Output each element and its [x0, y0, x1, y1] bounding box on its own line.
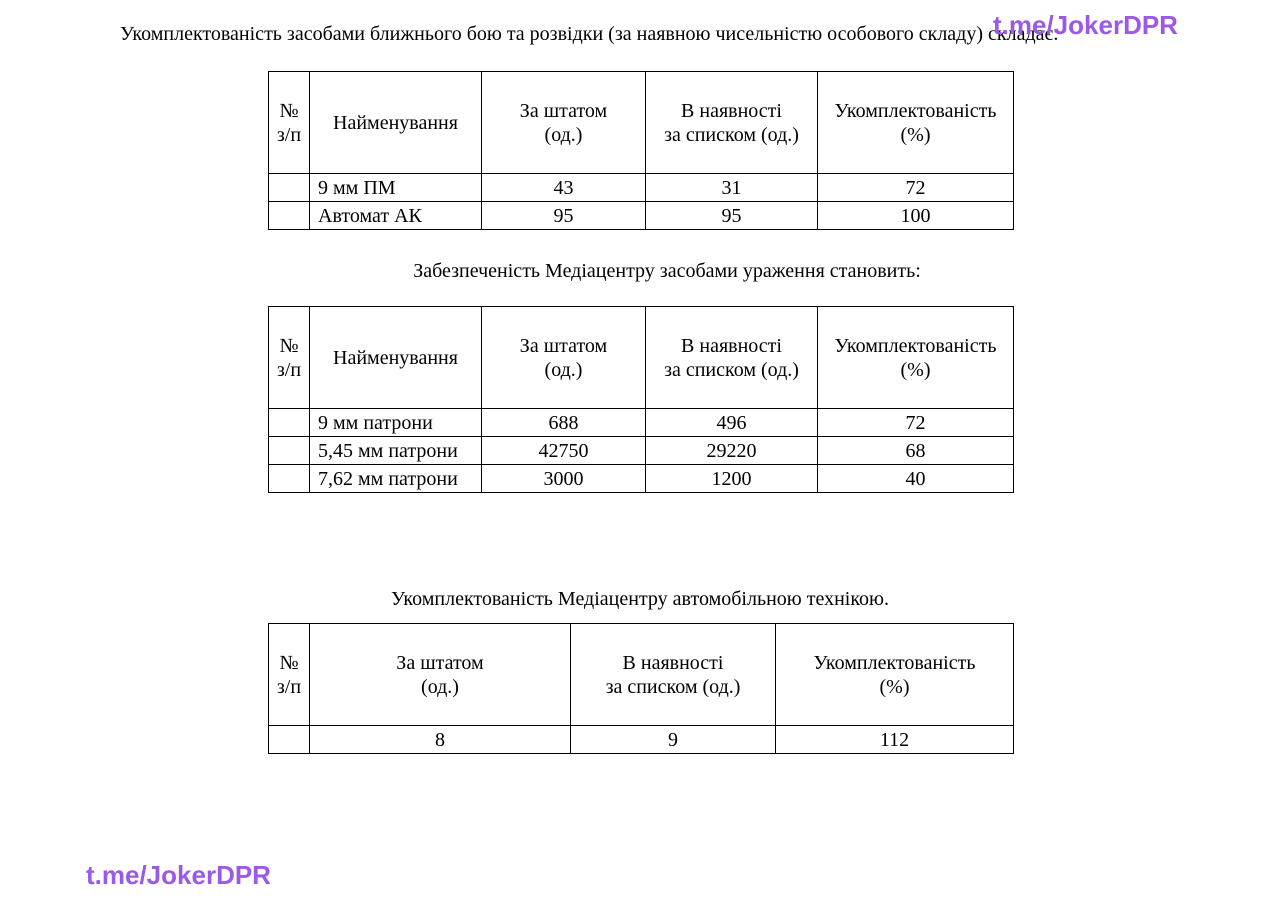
header-percent: Укомплектованість (%)	[818, 72, 1014, 174]
table-vehicles	[268, 623, 1014, 754]
table-row	[269, 465, 1014, 493]
table-row	[269, 437, 1014, 465]
cell-available: 29220	[646, 437, 818, 465]
table-row	[269, 409, 1014, 437]
watermark-top: t.me/JokerDPR	[993, 10, 1178, 40]
cell-percent: 40	[818, 465, 1014, 493]
header-number: № з/п	[269, 72, 310, 174]
table-ammunition	[268, 306, 1014, 493]
table-row	[269, 726, 1014, 754]
header-staff: За штатом (од.)	[482, 72, 646, 174]
section-2-caption: Забезпеченість Медіацентру засобами ураження становить:	[413, 260, 921, 282]
header-available: В наявності за списком (од.)	[571, 624, 776, 726]
watermark-bottom: t.me/JokerDPR	[86, 860, 271, 890]
cell-percent: 100	[818, 202, 1014, 230]
cell-available: 496	[646, 409, 818, 437]
section-1-caption: Укомплектованість засобами ближнього бою та розвідки (за наявною чисельністю особового складу) складає:	[120, 23, 1059, 45]
header-number: № з/п	[269, 624, 310, 726]
cell-number	[269, 202, 310, 230]
cell-percent: 68	[818, 437, 1014, 465]
cell-available: 31	[646, 174, 818, 202]
header-name: Найменування	[310, 307, 482, 409]
header-available: В наявності за списком (од.)	[646, 307, 818, 409]
cell-name: 9 мм ПМ	[310, 174, 482, 202]
cell-percent: 112	[776, 726, 1014, 754]
header-staff: За штатом (од.)	[482, 307, 646, 409]
cell-number	[269, 437, 310, 465]
header-name: Найменування	[310, 72, 482, 174]
table-row	[269, 202, 1014, 230]
cell-staff: 3000	[482, 465, 646, 493]
cell-number	[269, 409, 310, 437]
header-staff: За штатом (од.)	[310, 624, 571, 726]
table-row	[269, 174, 1014, 202]
cell-staff: 8	[310, 726, 571, 754]
cell-number	[269, 465, 310, 493]
header-percent: Укомплектованість (%)	[776, 624, 1014, 726]
cell-name: 7,62 мм патрони	[310, 465, 482, 493]
cell-percent: 72	[818, 174, 1014, 202]
cell-number	[269, 726, 310, 754]
cell-staff: 688	[482, 409, 646, 437]
cell-percent: 72	[818, 409, 1014, 437]
cell-staff: 95	[482, 202, 646, 230]
header-number: № з/п	[269, 307, 310, 409]
header-percent: Укомплектованість (%)	[818, 307, 1014, 409]
table-header-row	[269, 72, 1014, 174]
cell-staff: 42750	[482, 437, 646, 465]
cell-available: 95	[646, 202, 818, 230]
cell-name: Автомат АК	[310, 202, 482, 230]
table-header-row	[269, 307, 1014, 409]
section-3-caption: Укомплектованість Медіацентру автомобільною технікою.	[391, 588, 889, 610]
cell-name: 9 мм патрони	[310, 409, 482, 437]
cell-name: 5,45 мм патрони	[310, 437, 482, 465]
cell-number	[269, 174, 310, 202]
cell-available: 1200	[646, 465, 818, 493]
table-header-row	[269, 624, 1014, 726]
header-available: В наявності за списком (од.)	[646, 72, 818, 174]
cell-available: 9	[571, 726, 776, 754]
table-weapons	[268, 71, 1014, 230]
cell-staff: 43	[482, 174, 646, 202]
